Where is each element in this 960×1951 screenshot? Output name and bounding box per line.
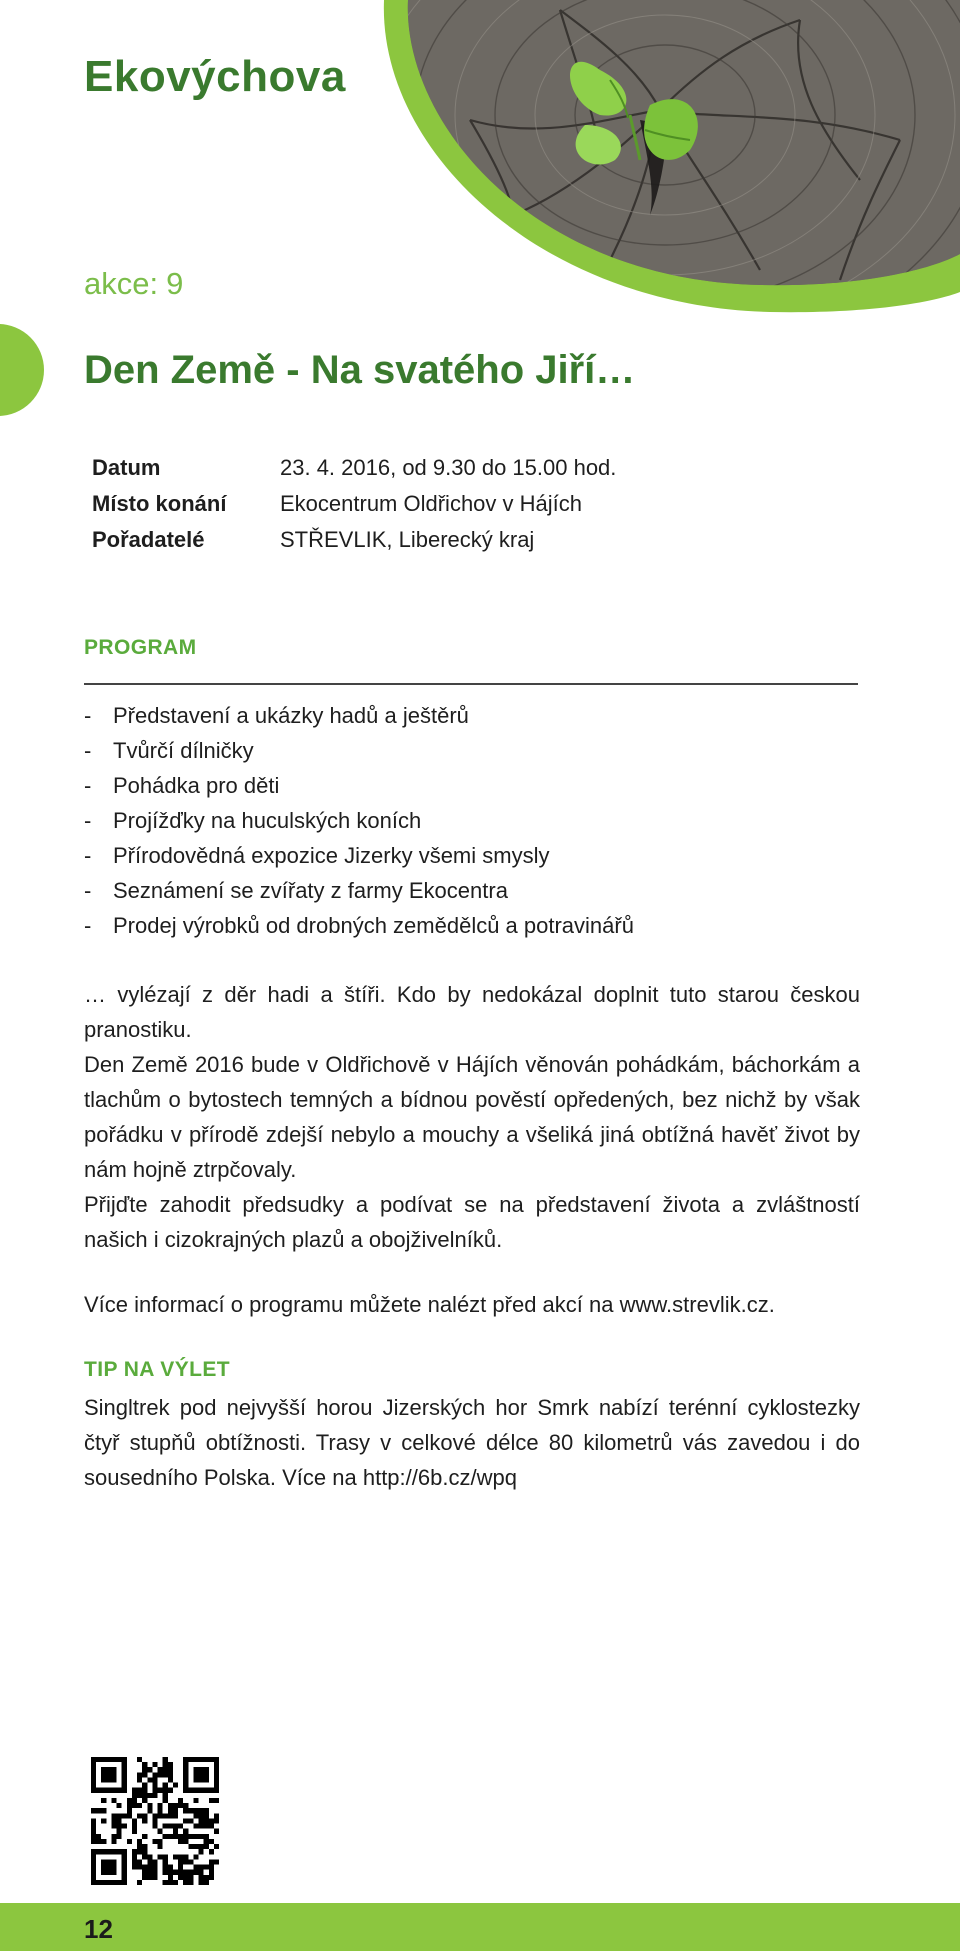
event-number-value: 9: [166, 266, 184, 301]
side-tab-marker: [0, 324, 44, 416]
list-item-text: Seznámení se zvířaty z farmy Ekocentra: [113, 878, 508, 903]
list-item: [84, 908, 634, 943]
info-row-date: [92, 450, 616, 486]
description-paragraph: Den Země 2016 bude v Oldřichově v Hájích věnován pohádkám, báchorkám a tlachům o bytostech temných a bídnou pověstí opředených, bez nichž by však pořádku v přírodě zdejší nebylo a mouchy a všeliká jiná obtížná havěť život by nám hojně ztrpčovaly.: [84, 1052, 860, 1182]
event-info-table: [92, 450, 616, 558]
info-value: 23. 4. 2016, od 9.30 do 15.00 hod.: [280, 455, 617, 480]
event-number: [84, 266, 183, 302]
tip-text: [84, 1390, 860, 1495]
bullet: -: [84, 738, 92, 763]
list-item-text: Prodej výrobků od drobných zemědělců a potravinářů: [113, 913, 634, 938]
tip-heading: TIP NA VÝLET: [84, 1358, 230, 1381]
bullet: -: [84, 773, 92, 798]
event-number-label: akce:: [84, 266, 159, 301]
info-row-venue: [92, 486, 616, 522]
section-title: Ekovýchova: [84, 52, 346, 101]
description: [84, 977, 860, 1257]
bullet: -: [84, 878, 92, 903]
tip-paragraph: Singltrek pod nejvyšší horou Jizerských hor Smrk nabízí terénní cyklostezky čtyř stupňů obtížnosti. Trasy v celkové délce 80 kilometrů vás zavedou i do sousedního Polska. Více na http://6b.cz/wpq: [84, 1395, 860, 1490]
bullet: -: [84, 808, 92, 833]
program-list: [84, 698, 634, 943]
qr-code-icon: [91, 1757, 219, 1885]
event-title: Den Země - Na svatého Jiří…: [84, 348, 636, 392]
list-item: [84, 698, 634, 733]
info-row-organizers: [92, 522, 616, 558]
list-item: [84, 838, 634, 873]
description-paragraph: Přijďte zahodit předsudky a podívat se na představení života a zvláštností našich i cizokrajných plazů a obojživelníků.: [84, 1192, 860, 1252]
list-item-text: Projížďky na huculských koních: [113, 808, 422, 833]
list-item-text: Tvůrčí dílničky: [113, 738, 254, 763]
more-info-text: Více informací o programu můžete nalézt před akcí na www.strevlik.cz.: [84, 1292, 775, 1317]
program-divider: [84, 683, 858, 685]
list-item-text: Přírodovědná expozice Jizerky všemi smysly: [113, 843, 550, 868]
description-paragraph: … vylézají z děr hadi a štíři. Kdo by nedokázal doplnit tuto starou českou pranostiku.: [84, 982, 860, 1042]
bullet: -: [84, 843, 92, 868]
info-label: Místo konání: [92, 491, 227, 516]
bullet: -: [84, 703, 92, 728]
info-value: Ekocentrum Oldřichov v Hájích: [280, 491, 582, 516]
list-item-text: Pohádka pro děti: [113, 773, 280, 798]
footer-bar: [0, 1903, 960, 1951]
list-item: [84, 873, 634, 908]
program-heading: PROGRAM: [84, 636, 197, 659]
list-item-text: Představení a ukázky hadů a ještěrů: [113, 703, 469, 728]
list-item: [84, 803, 634, 838]
page-number: 12: [84, 1914, 113, 1944]
info-label: Pořadatelé: [92, 527, 205, 552]
info-value: STŘEVLIK, Liberecký kraj: [280, 527, 535, 552]
bullet: -: [84, 913, 92, 938]
info-label: Datum: [92, 455, 161, 480]
list-item: [84, 733, 634, 768]
list-item: [84, 768, 634, 803]
